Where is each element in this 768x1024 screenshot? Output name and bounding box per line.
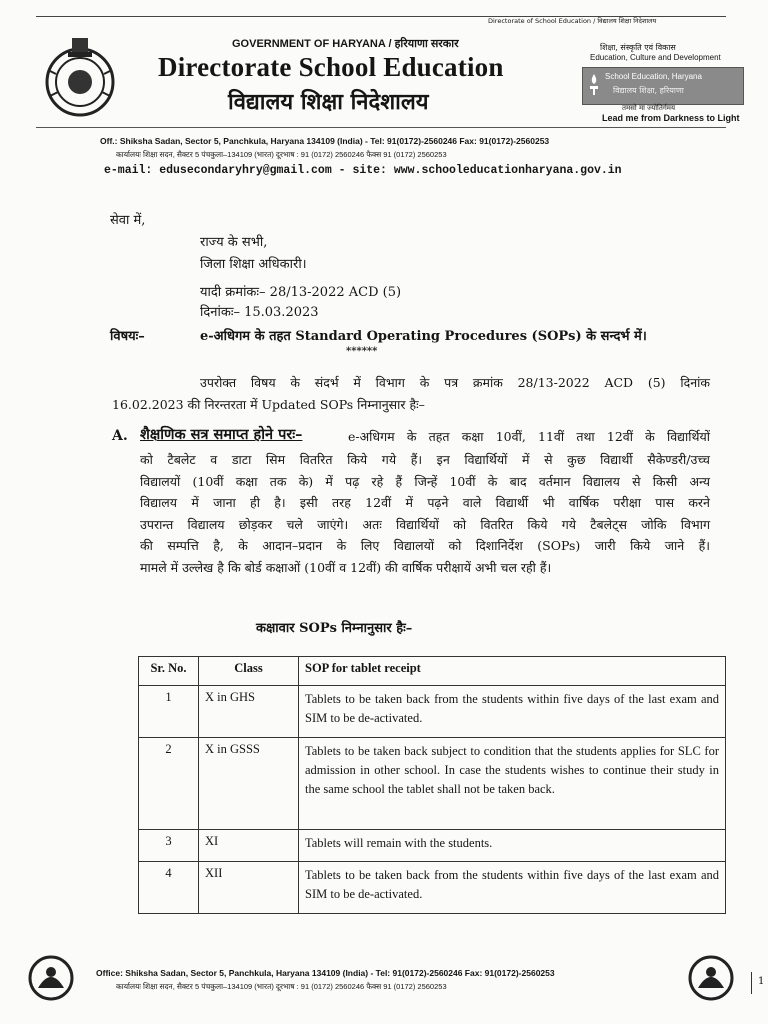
tagline-hindi: शिक्षा, संस्कृति एवं विकास — [600, 43, 676, 52]
table-row — [139, 862, 726, 914]
section-a-label: A. — [112, 428, 128, 444]
section-a-line-2: को टैबलेट व डाटा सिम वितरित किये गये हैं। इन विद्यार्थियों में से कुछ विद्यार्थी सैकेण्डरी/उच्च — [140, 452, 710, 467]
reference-number: यादी क्रमांकः– 28/13-2022 ACD (5) — [200, 285, 402, 300]
tagline-english: Education, Culture and Development — [590, 53, 721, 62]
page-number: 1 — [758, 976, 765, 987]
row-sr: 4 — [139, 862, 199, 914]
table-row — [139, 830, 726, 862]
section-a-line-7: मामले में उल्लेख है कि बोर्ड कक्षाओं (10वीं व 12वीं) की वार्षिक परीक्षायें अभी चल रही हैं। — [140, 559, 552, 575]
row-sr: 1 — [139, 686, 199, 738]
logo-text-hindi: विद्यालय शिक्षा, हरियाणा — [613, 86, 684, 95]
directorate-title-hindi: विद्यालय शिक्षा निदेशालय — [228, 89, 429, 115]
recipient-line-2: जिला शिक्षा अधिकारी। — [200, 257, 307, 272]
row-sr: 3 — [139, 830, 199, 862]
row-class: XII — [199, 862, 299, 914]
lamp-icon — [587, 72, 601, 98]
header-sop: SOP for tablet receipt — [299, 657, 726, 686]
subject-label: विषयः– — [110, 329, 145, 344]
header-divider — [36, 127, 726, 128]
motto-hindi: तमसो मा ज्योतिर्गमय — [622, 104, 676, 112]
motto-english: Lead me from Darkness to Light — [602, 113, 740, 123]
row-sop: Tablets to be taken back from the students within five days of the last exam and SIM to be de-activated. — [299, 862, 726, 914]
recipient-line-1: राज्य के सभी, — [200, 235, 268, 250]
intro-line-2: 16.02.2023 की निरन्तरता में Updated SOPs निम्नानुसार हैः– — [112, 397, 425, 412]
header-class: Class — [199, 657, 299, 686]
footer-address: Office: Shiksha Sadan, Sector 5, Panchkula, Haryana 134109 (India) - Tel: 91(0172)-2560246 Fax: 91(0172)-2560253 — [96, 968, 555, 978]
sop-table — [138, 656, 726, 914]
section-a-first-line — [348, 426, 710, 448]
row-class: X in GSSS — [199, 738, 299, 830]
subject-stars: ****** — [346, 346, 378, 357]
footer-address-hindi: कार्यालयः शिक्षा सदन, सैक्टर 5 पंचकुला–134109 (भारत) दूरभाष : 91 (0172) 2560246 फैक्स 91 (0172) 2560253 — [116, 982, 447, 991]
intro-line-1 — [200, 372, 710, 394]
logo-text-english: School Education, Haryana — [605, 72, 702, 81]
school-education-logo — [582, 67, 744, 105]
row-class: X in GHS — [199, 686, 299, 738]
letter-date: दिनांकः– 15.03.2023 — [200, 305, 319, 320]
table-header-row — [139, 657, 726, 686]
section-a-line-1: e-अधिगम के तहत कक्षा 10वीं, 11वीं तथा 12वीं के विद्यार्थियों — [348, 429, 710, 444]
row-sr: 2 — [139, 738, 199, 830]
row-class: XI — [199, 830, 299, 862]
page-number-divider — [751, 972, 752, 994]
section-a-body — [140, 449, 710, 578]
table-row — [139, 686, 726, 738]
office-address: Off.: Shiksha Sadan, Sector 5, Panchkula, Haryana 134109 (India) - Tel: 91(0172)-2560246 Fax: 91(0172)-2560253 — [100, 136, 550, 146]
table-heading: कक्षावार SOPs निम्नानुसार हैः– — [256, 621, 413, 636]
row-sop: Tablets will remain with the students. — [299, 830, 726, 862]
header-sr-no: Sr. No. — [139, 657, 199, 686]
row-sop: Tablets to be taken back subject to condition that the students applies for SLC for admission in other school. In case the students wishes to continue their study in the same school the tablet shall not be taken back. — [299, 738, 726, 830]
salutation: सेवा में, — [110, 213, 146, 228]
row-sop: Tablets to be taken back from the students within five days of the last exam and SIM to be de-activated. — [299, 686, 726, 738]
section-a-heading: शैक्षणिक सत्र समाप्त होने परः– — [140, 426, 303, 443]
government-name: GOVERNMENT OF HARYANA / हरियाणा सरकार — [232, 38, 459, 50]
footer-emblem-right-icon — [688, 952, 734, 1004]
footer-emblem-left-icon — [28, 952, 74, 1004]
intro-line-1-text: उपरोक्त विषय के संदर्भ में विभाग के पत्र क्रमांक 28/13-2022 ACD (5) दिनांक — [200, 375, 710, 390]
subject-text: e-अधिगम के तहत Standard Operating Procedures (SOPs) के सन्दर्भ में। — [200, 329, 647, 344]
directorate-title: Directorate School Education — [158, 52, 504, 82]
haryana-emblem-icon — [40, 30, 120, 118]
department-note: Directorate of School Education / विद्यालय शिक्षा निदेशालय — [488, 17, 657, 25]
section-a-line-4: विद्यालय में जाना ही है। इसी तरह 12वीं में पढ़ने वाले विद्यार्थी भी वार्षिक परीक्षा पास करने — [140, 495, 710, 510]
table-row — [139, 738, 726, 830]
section-a-line-5: उपरान्त विद्यालय छोड़कर चले जाएंगे। अतः विद्यार्थियों को वितरित किये गये टैबलेट्स जोकि विभाग — [140, 516, 710, 532]
section-a-line-6: की सम्पत्ति है, के आदान–प्रदान के लिए विद्यालयों को दिशानिर्देश (SOPs) जारी किये जाने हैं। — [140, 538, 710, 553]
section-a-line-3: विद्यालयों (10वीं कक्षा तक के) में पढ़ रहे हैं जिन्हें 10वीं के बाद वर्तमान विद्यालय से किसी अन्य — [140, 473, 710, 489]
office-address-hindi: कार्यालयः शिक्षा सदन, सैक्टर 5 पंचकुला–134109 (भारत) दूरभाष : 91 (0172) 2560246 फैक्स 91 (0172) 2560253 — [116, 150, 447, 159]
contact-line: e-mail: edusecondaryhry@gmail.com - site: www.schooleducationharyana.gov.in — [104, 164, 622, 177]
